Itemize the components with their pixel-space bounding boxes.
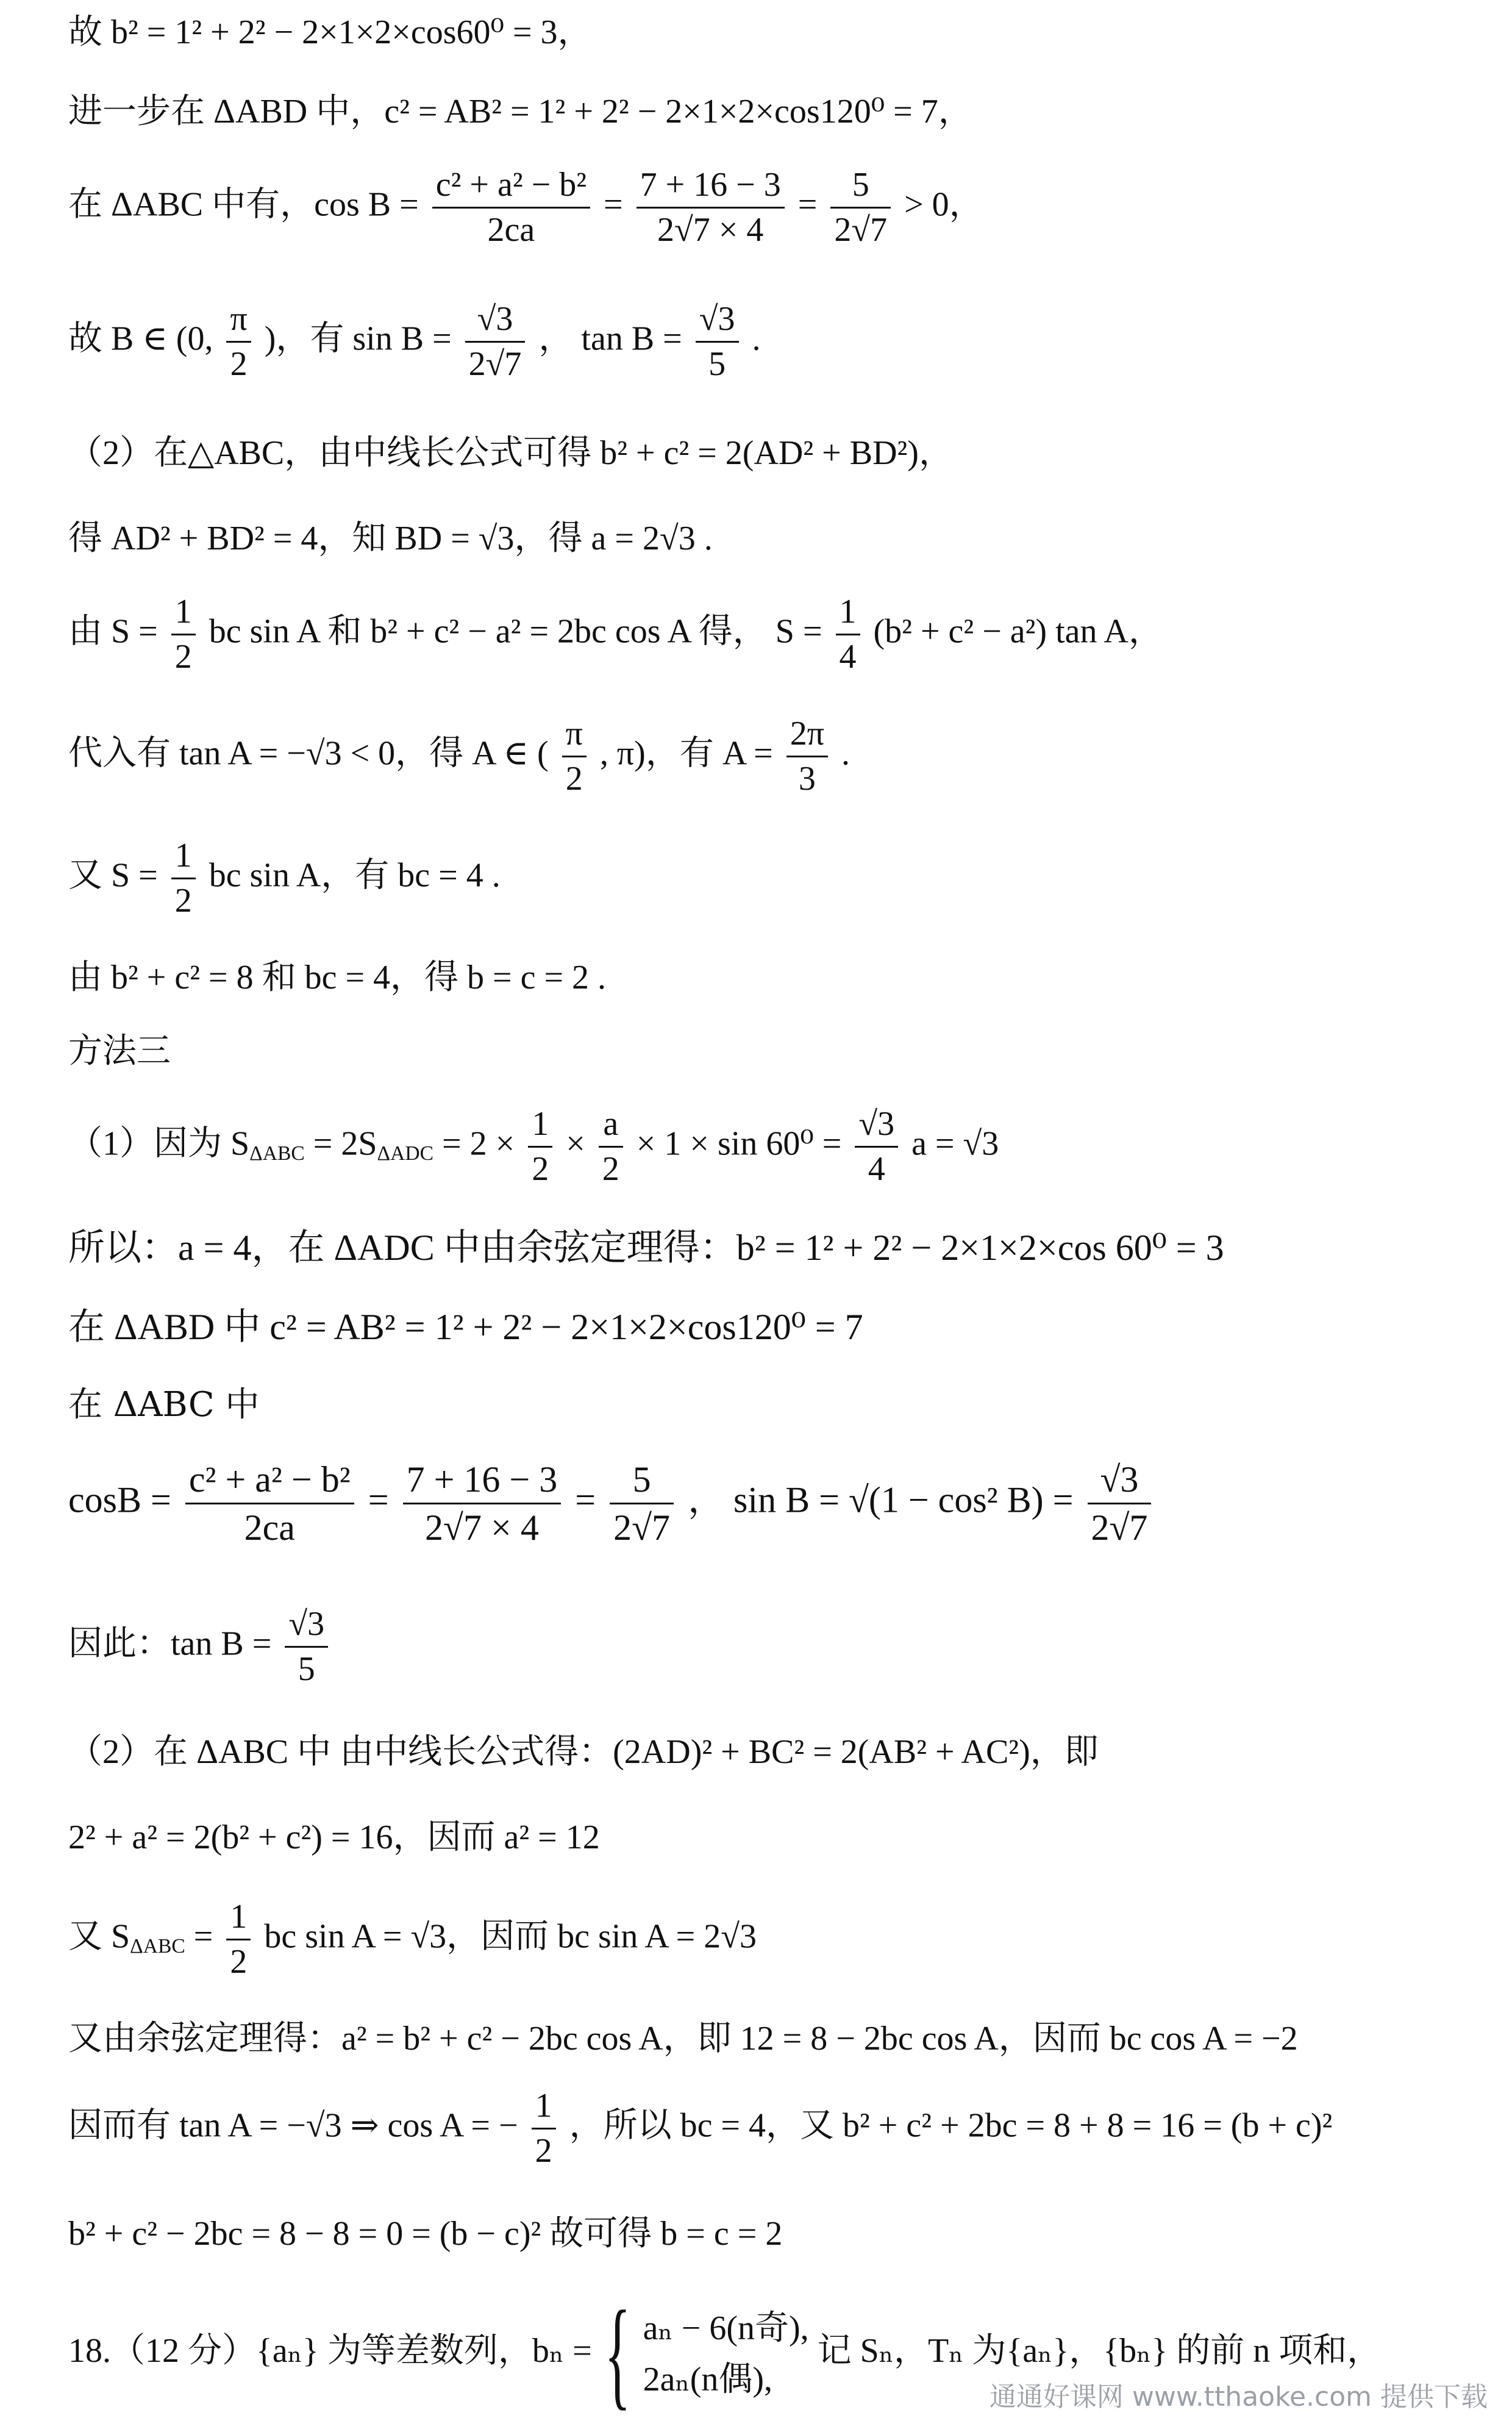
text-line-22 <box>68 2086 1332 2172</box>
line-text: × 1 × sin 60⁰ = <box>636 1125 842 1163</box>
numerator: √3 <box>1088 1457 1152 1504</box>
fraction <box>855 1104 898 1190</box>
denominator: 2 <box>230 1943 248 1981</box>
denominator: 4 <box>839 638 857 676</box>
line-text: 因此：tan B = <box>68 1625 272 1663</box>
fraction <box>171 592 196 678</box>
section-heading-method-3 <box>68 1031 171 1071</box>
denominator: 2 <box>230 345 248 384</box>
fraction <box>786 713 828 799</box>
text-line-16 <box>68 1457 1156 1550</box>
line-text: 得 AD² + BD² = 4，知 BD = √3，得 a = 2√3 . <box>68 520 713 557</box>
line-text: 在 ΔABC 中 <box>68 1385 260 1425</box>
line-text: bc sin A 和 b² + c² − a² = 2bc cos A 得， S = <box>209 612 822 651</box>
numerator: √3 <box>465 299 526 343</box>
denominator: 5 <box>708 345 726 384</box>
fraction <box>696 299 739 385</box>
line-text: 由 S = <box>68 612 158 651</box>
text-line-21 <box>68 2019 1298 2059</box>
text-line-10 <box>68 957 606 998</box>
numerator: 2π <box>786 713 828 757</box>
numerator: π <box>226 299 251 343</box>
line-text: = <box>368 1479 389 1520</box>
line-text: ， tan B = <box>538 320 682 358</box>
line-text: 又 S <box>68 1917 130 1956</box>
line-text: 代入有 tan A = −√3 < 0，得 A ∈ ( <box>68 734 549 773</box>
line-text: 又 S = <box>68 856 158 895</box>
line-text: ，所以 bc = 4，又 b² + c² + 2bc = 8 + 8 = 16 = (b + c)² <box>569 2106 1333 2145</box>
denominator: 2 <box>565 760 583 798</box>
line-text: a = √3 <box>911 1125 999 1163</box>
subscript: ΔADC <box>377 1142 434 1165</box>
denominator: 2√7 <box>613 1507 671 1548</box>
text-line-15 <box>68 1384 260 1425</box>
case-even: 2aₙ(n偶), <box>643 2361 773 2398</box>
line-text: （2）在 ΔABC 中 由中线长公式得：(2AD)² + BC² = 2(AB² + AC²)，即 <box>68 1733 1099 1771</box>
numerator: 5 <box>830 165 891 209</box>
text-line-1 <box>68 12 592 53</box>
line-text: 所以：a = 4，在 ΔADC 中由余弦定理得： <box>68 1228 736 1268</box>
text-line-7 <box>68 592 1163 678</box>
text-line-6 <box>68 518 713 559</box>
line-text: . <box>841 734 850 773</box>
line-text: , π)，有 A = <box>599 734 773 773</box>
line-text: （2）在△ABC，由中线长公式可得 b² + c² = 2(AD² + BD²)， <box>68 434 953 472</box>
line-text: 在 ΔABC 中有，cos B = <box>68 185 419 224</box>
fraction <box>226 299 251 385</box>
piecewise-cases <box>643 2303 809 2405</box>
fraction <box>610 1457 674 1550</box>
text-line-4 <box>68 299 761 385</box>
denominator: 2 <box>602 1150 619 1189</box>
numerator: 1 <box>171 835 196 879</box>
numerator: 7 + 16 − 3 <box>403 1457 562 1504</box>
line-text: b² = 1² + 2² − 2×1×2×cos 60⁰ = 3 <box>736 1228 1224 1268</box>
fraction <box>528 1104 552 1190</box>
line-text: = <box>185 1917 213 1956</box>
numerator: 7 + 16 − 3 <box>637 165 785 209</box>
denominator: 4 <box>868 1150 885 1189</box>
line-text: 由 b² + c² = 8 和 bc = 4，得 b = c = 2 . <box>68 959 607 996</box>
fraction <box>403 1457 562 1550</box>
numerator: 1 <box>171 592 196 635</box>
denominator: 2 <box>535 2132 552 2170</box>
text-line-14 <box>68 1305 863 1349</box>
text-line-20 <box>68 1897 757 1983</box>
subscript: ΔABC <box>130 1934 185 1958</box>
line-text: = 2 × <box>433 1125 515 1163</box>
numerator: π <box>562 713 587 757</box>
line-text: b² = 1² + 2² − 2×1×2×cos60⁰ = 3， <box>111 13 592 51</box>
fraction <box>599 1104 623 1190</box>
numerator: √3 <box>285 1604 328 1648</box>
fraction <box>830 165 891 251</box>
site-watermark: 通通好课网 www.tthaoke.com 提供下载 <box>989 2381 1488 2412</box>
fraction <box>465 299 526 385</box>
text-line-19 <box>68 1817 600 1858</box>
fraction <box>285 1604 328 1690</box>
fraction <box>171 835 196 921</box>
numerator: c² + a² − b² <box>185 1457 354 1504</box>
line-text: bc sin A = √3，因而 bc sin A = 2√3 <box>264 1917 757 1956</box>
line-text: 在 ΔABD 中 <box>68 1307 270 1347</box>
line-text: 故 <box>68 13 111 51</box>
numerator: c² + a² − b² <box>432 165 590 209</box>
denominator: 5 <box>298 1650 315 1689</box>
fraction <box>185 1457 354 1550</box>
text-line-2 <box>68 91 972 132</box>
line-text: × <box>566 1125 585 1163</box>
line-text: 进一步在 ΔABD 中， <box>68 93 385 131</box>
line-text: > 0， <box>904 185 983 224</box>
line-text: = <box>797 185 818 224</box>
text-line-17 <box>68 1604 333 1690</box>
line-text: 18.（12 分）{aₙ} 为等差数列，bₙ = <box>68 2331 592 2370</box>
denominator: 2 <box>174 638 192 676</box>
line-text: bc sin A，有 bc = 4 . <box>209 856 501 895</box>
line-text: 故 B ∈ (0, <box>68 320 213 358</box>
denominator: 2√7 <box>834 211 888 249</box>
line-text: cosB = <box>68 1479 171 1520</box>
line-text: 因而有 tan A = −√3 ⇒ cos A = − <box>68 2106 518 2145</box>
fraction <box>562 713 587 799</box>
denominator: 2√7 × 4 <box>657 211 764 249</box>
denominator: 2√7 <box>468 345 522 384</box>
line-text: 方法三 <box>68 1031 171 1071</box>
fraction <box>226 1897 251 1983</box>
fraction <box>637 165 785 251</box>
denominator: 3 <box>798 760 816 798</box>
denominator: 2 <box>174 882 192 920</box>
numerator: 1 <box>528 1104 552 1148</box>
line-text: = <box>575 1479 596 1520</box>
fraction <box>432 165 590 251</box>
denominator: 2ca <box>244 1507 295 1548</box>
text-line-3 <box>68 165 983 251</box>
numerator: a <box>599 1104 623 1148</box>
case-odd: aₙ − 6(n奇), <box>643 2309 809 2347</box>
line-text: 又由余弦定理得：a² = b² + c² − 2bc cos A，即 12 = 8 − 2bc cos A，因而 bc cos A = −2 <box>68 2020 1298 2058</box>
line-text: 记 Sₙ，Tₙ 为{aₙ}，{bₙ} 的前 n 项和， <box>817 2331 1382 2370</box>
left-brace: { <box>604 2286 631 2421</box>
text-line-8 <box>68 713 850 799</box>
denominator: 2ca <box>487 211 535 249</box>
denominator: 2 <box>532 1150 549 1189</box>
fraction <box>1088 1457 1152 1550</box>
numerator: 1 <box>532 2086 556 2130</box>
line-text: ， sin B = √(1 − cos² B) = <box>688 1479 1074 1520</box>
line-text: c² = AB² = 1² + 2² − 2×1×2×cos120⁰ = 7 <box>269 1307 863 1347</box>
numerator: 1 <box>226 1897 251 1940</box>
text-line-18 <box>68 1732 1099 1773</box>
text-line-13 <box>68 1226 1224 1270</box>
numerator: √3 <box>696 299 739 343</box>
text-line-9 <box>68 835 501 921</box>
numerator: 1 <box>836 592 860 635</box>
line-text: 2² + a² = 2(b² + c²) = 16，因而 a² = 12 <box>68 1818 600 1856</box>
fraction <box>836 592 860 678</box>
denominator: 2√7 × 4 <box>425 1507 539 1548</box>
line-text: c² = AB² = 1² + 2² − 2×1×2×cos120⁰ = 7， <box>384 93 972 131</box>
line-text: = 2S <box>304 1125 377 1163</box>
numerator: √3 <box>855 1104 898 1148</box>
text-line-23 <box>68 2214 782 2255</box>
text-line-5 <box>68 433 953 474</box>
subscript: ΔABC <box>249 1142 305 1165</box>
numerator: 5 <box>610 1457 674 1504</box>
line-text: （1）因为 S <box>68 1125 250 1163</box>
text-line-12 <box>68 1104 999 1190</box>
line-text: = <box>604 185 623 224</box>
line-text: . <box>752 320 761 358</box>
fraction <box>532 2086 556 2172</box>
line-text: b² + c² − 2bc = 8 − 8 = 0 = (b − c)² 故可得 b = c = 2 <box>68 2215 783 2253</box>
denominator: 2√7 <box>1091 1507 1148 1548</box>
line-text: (b² + c² − a²) tan A， <box>873 612 1163 651</box>
line-text: )，有 sin B = <box>264 320 452 358</box>
